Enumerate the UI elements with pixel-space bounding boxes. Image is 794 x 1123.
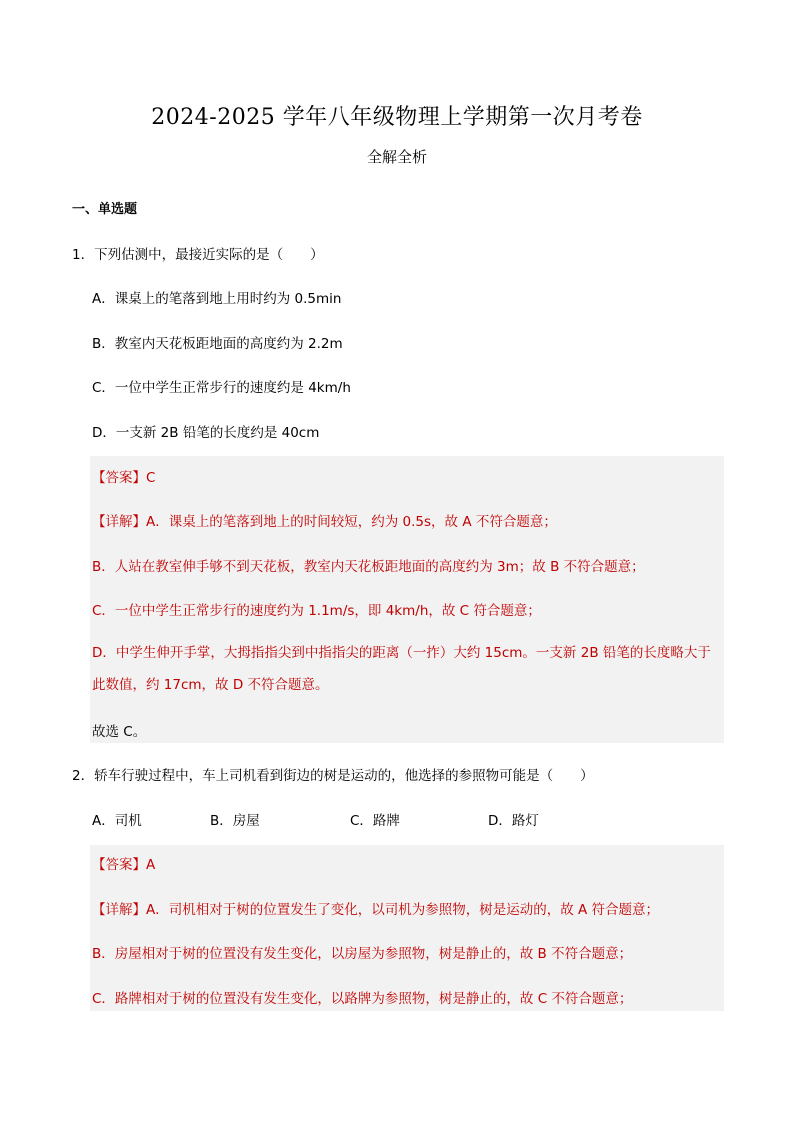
question-1-conclusion: 故选 C。 — [92, 724, 147, 740]
question-2-detail-b: B．房屋相对于树的位置没有发生变化，以房屋为参照物，树是静止的，故 B 不符合题意； — [92, 946, 633, 962]
question-1-option-c: C．一位中学生正常步行的速度约是 4km/h — [92, 380, 351, 396]
section-heading: 一、单选题 — [72, 202, 138, 217]
question-2-option-d: D．路灯 — [488, 813, 539, 829]
question-2-detail-a: 【详解】A．司机相对于树的位置发生了变化，以司机为参照物，树是运动的，故 A 符合题意； — [92, 902, 660, 918]
question-2-detail-c: C．路牌相对于树的位置没有发生变化，以路牌为参照物，树是静止的，故 C 不符合题意； — [92, 991, 633, 1007]
question-2-answer: 【答案】A — [92, 857, 156, 873]
question-1-detail-c: C．一位中学生正常步行的速度约为 1.1m/s，即 4km/h，故 C 符合题意； — [92, 603, 541, 619]
question-1-option-a: A．课桌上的笔落到地上用时约为 0.5min — [92, 291, 342, 307]
page-title: 2024-2025 学年八年级物理上学期第一次月考卷 — [151, 105, 643, 130]
question-1-option-b: B．教室内天花板距地面的高度约为 2.2m — [92, 336, 343, 352]
question-2-stem: 2．轿车行驶过程中，车上司机看到街边的树是运动的，他选择的参照物可能是（ ） — [72, 768, 594, 784]
question-1-answer: 【答案】C — [92, 470, 156, 486]
question-1-detail-b: B．人站在教室伸手够不到天花板，教室内天花板距地面的高度约为 3m；故 B 不符合题意； — [92, 559, 645, 575]
question-2-option-c: C．路牌 — [350, 813, 400, 829]
question-1-detail-d: D．中学生伸开手掌，大拇指指尖到中指指尖的距离（一拃）大约 15cm。一支新 2B 铅笔的长度略大于此数值，约 17cm，故 D 不符合题意。 — [92, 645, 711, 693]
page-subtitle: 全解全析 — [366, 148, 427, 166]
question-2-option-a: A．司机 — [92, 813, 142, 829]
question-2-option-b: B．房屋 — [210, 813, 260, 829]
question-1-detail-a: 【详解】A．课桌上的笔落到地上的时间较短，约为 0.5s，故 A 不符合题意； — [92, 514, 557, 530]
question-1-stem: 1．下列估测中，最接近实际的是（ ） — [72, 247, 324, 263]
question-1-option-d: D．一支新 2B 铅笔的长度约是 40cm — [92, 425, 320, 441]
